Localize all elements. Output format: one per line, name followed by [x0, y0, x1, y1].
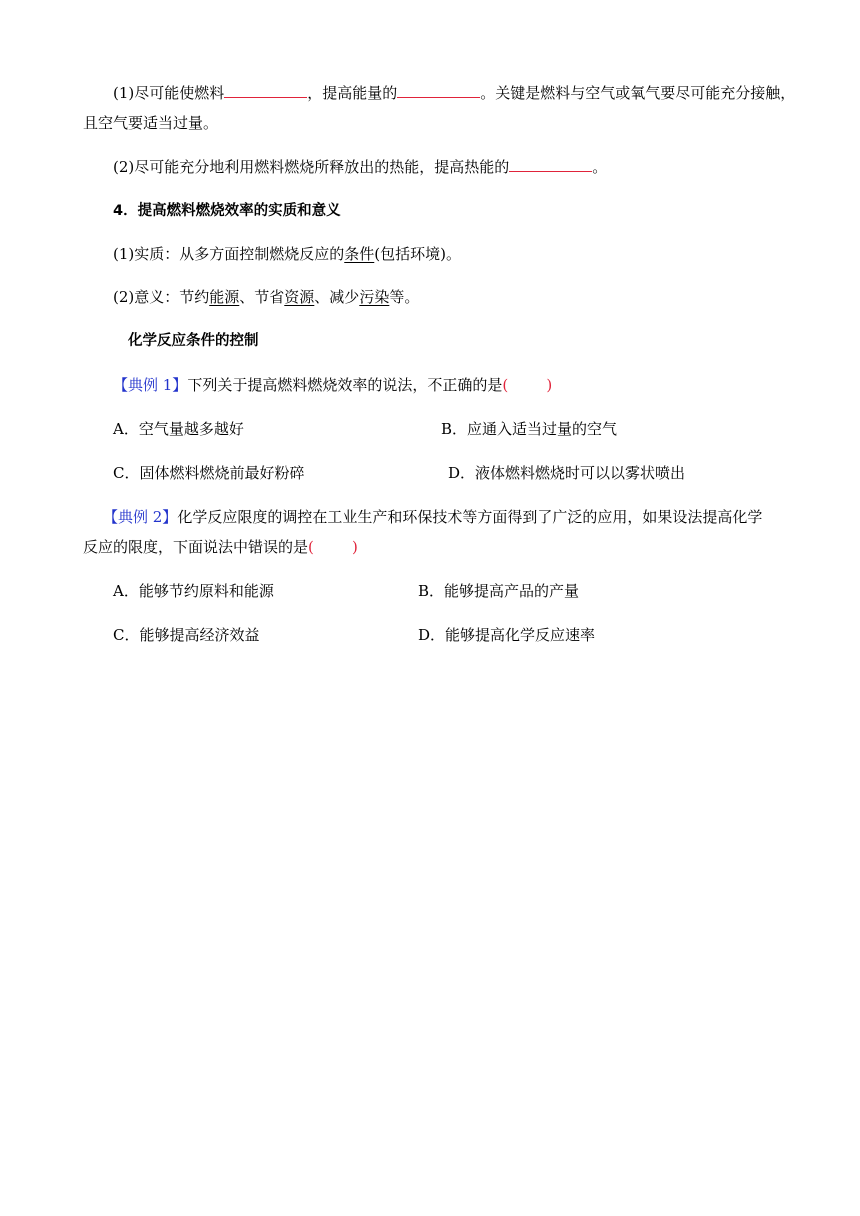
paragraph-significance [113, 287, 419, 307]
example-2-option-c[interactable]: C．能够提高经济效益 [113, 626, 260, 644]
underlined-term: 条件 [344, 245, 375, 263]
paragraph-1-line-2: 且空气要适当过量。 [83, 114, 219, 132]
example-1-option-a[interactable]: A．空气量越多越好 [113, 420, 244, 438]
underlined-term: 污染 [359, 288, 390, 306]
example-1-option-b[interactable]: B．应通入适当过量的空气 [441, 420, 618, 438]
underlined-term: 能源 [209, 288, 240, 306]
paragraph-2 [113, 157, 607, 177]
example-2-option-a[interactable]: A．能够节约原料和能源 [113, 582, 274, 600]
text: (包括环境)。 [374, 245, 461, 263]
example-tag: 【典例 2】 [103, 508, 178, 526]
answer-paren[interactable]: ( ) [502, 376, 553, 394]
paragraph-essence [113, 244, 461, 264]
text: (1)尽可能使燃料 [113, 84, 225, 102]
example-2-option-b[interactable]: B．能够提高产品的产量 [418, 582, 580, 600]
question-text: 反应的限度，下面说法中错误的是 [83, 538, 309, 556]
text: 、减少 [314, 288, 360, 306]
paragraph-1-line-1 [113, 83, 795, 103]
text: (2)尽可能充分地利用燃料燃烧所释放出的热能，提高热能的 [113, 158, 510, 176]
heading-4: 4．提高燃料燃烧效率的实质和意义 [113, 203, 341, 219]
text: 、节省 [239, 288, 285, 306]
example-2-question-line-1 [103, 507, 762, 527]
text: ，提高能量的 [307, 84, 398, 102]
answer-blank-1[interactable] [224, 83, 307, 98]
question-text: 下列关于提高燃料燃烧效率的说法，不正确的是 [187, 376, 503, 394]
example-2-option-d[interactable]: D．能够提高化学反应速率 [418, 626, 596, 644]
section-title: 化学反应条件的控制 [128, 333, 259, 349]
text: 。关键是燃料与空气或氧气要尽可能充分接触， [480, 84, 796, 102]
text: (1)实质：从多方面控制燃烧反应的 [113, 245, 345, 263]
example-2-question-line-2 [83, 537, 358, 557]
answer-blank-2[interactable] [397, 83, 480, 98]
answer-blank-3[interactable] [509, 157, 592, 172]
example-tag: 【典例 1】 [113, 376, 188, 394]
question-text: 化学反应限度的调控在工业生产和环保技术等方面得到了广泛的应用，如果设法提高化学 [177, 508, 763, 526]
text: 等。 [389, 288, 420, 306]
text: 。 [592, 158, 608, 176]
example-1-option-d[interactable]: D．液体燃料燃烧时可以以雾状喷出 [448, 464, 686, 482]
text: (2)意义：节约 [113, 288, 210, 306]
underlined-term: 资源 [284, 288, 315, 306]
answer-paren[interactable]: ( ) [308, 538, 358, 556]
example-1-question [113, 375, 552, 395]
example-1-option-c[interactable]: C．固体燃料燃烧前最好粉碎 [113, 464, 305, 482]
